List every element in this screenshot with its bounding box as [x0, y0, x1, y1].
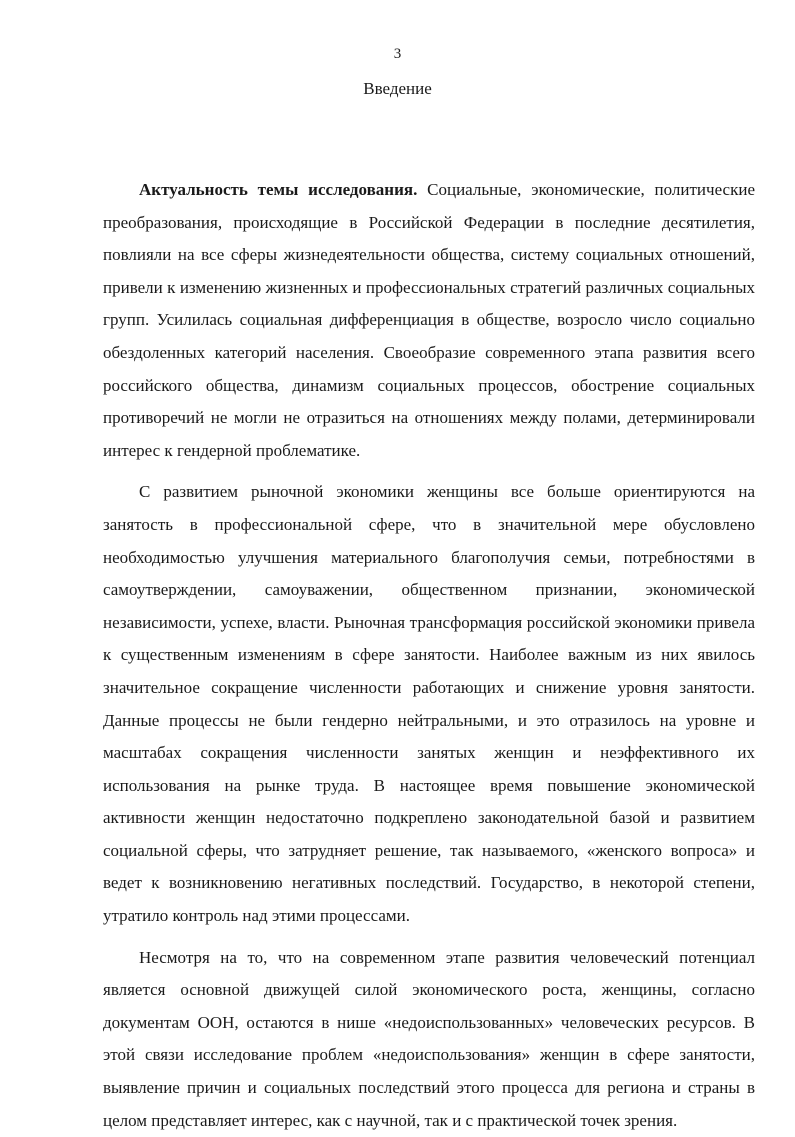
page-title: Введение	[363, 79, 432, 98]
paragraph-market-economy: С развитием рыночной экономики женщины все больше ориентируются на занятость в профессиональной сфере, что в значительной мере обусловлено необходимостью улучшения материального благополучия семьи, потребностями в самоутверждении, самоуважении, общественном признании, экономической независимости, успехе, власти. Рыночная трансформация российской экономики привела к существенным изменениям в сфере занятости. Наиболее важным из них явилось значительное сокращение численности работающих и снижение уровня занятости. Данные процессы не были гендерно нейтральными, и это отразилось на уровне и масштабах сокращения численности занятых женщин и неэффективного их использования на рынке труда. В настоящее время повышение экономической активности женщин недостаточно подкреплено законодательной базой и развитием социальной сферы, что затрудняет решение, так называемого, «женского вопроса» и ведет к возникновению негативных последствий. Государство, в некоторой степени, утратило контроль над этими процессами.	[103, 482, 755, 926]
paragraph-human-potential: Несмотря на то, что на современном этапе развития человеческий потенциал является основной движущей силой экономического роста, женщины, согласно документам ООН, остаются в нише «недоиспользованных» человеческих ресурсов. В этой связи исследование проблем «недоиспользования» женщин в сфере занятости, выявление причин и социальных последствий этого процесса для региона и страны в целом представляет интерес, как с научной, так и с практической точек зрения.	[103, 947, 755, 1130]
body-text	[103, 174, 755, 1137]
paragraph-relevance	[103, 174, 755, 467]
relevance-text: Социальные, экономические, политические преобразования, происходящие в Российской Федерации в последние десятилетия, повлияли на все сферы жизнедеятельности общества, систему социальных отношений, привели к изменению жизненных и профессиональных стратегий различных социальных групп. Усилилась социальная дифференциация в обществе, возросло число социально обездоленных категорий населения. Своеобразие современного этапа развития всего российского общества, динамизм социальных процессов, обострение социальных противоречий не могли не отразиться на отношениях между полами, детерминировали интерес к гендерной проблематике.	[103, 180, 755, 460]
relevance-heading: Актуальность темы исследования.	[139, 180, 418, 199]
page-number: 3	[393, 46, 402, 62]
